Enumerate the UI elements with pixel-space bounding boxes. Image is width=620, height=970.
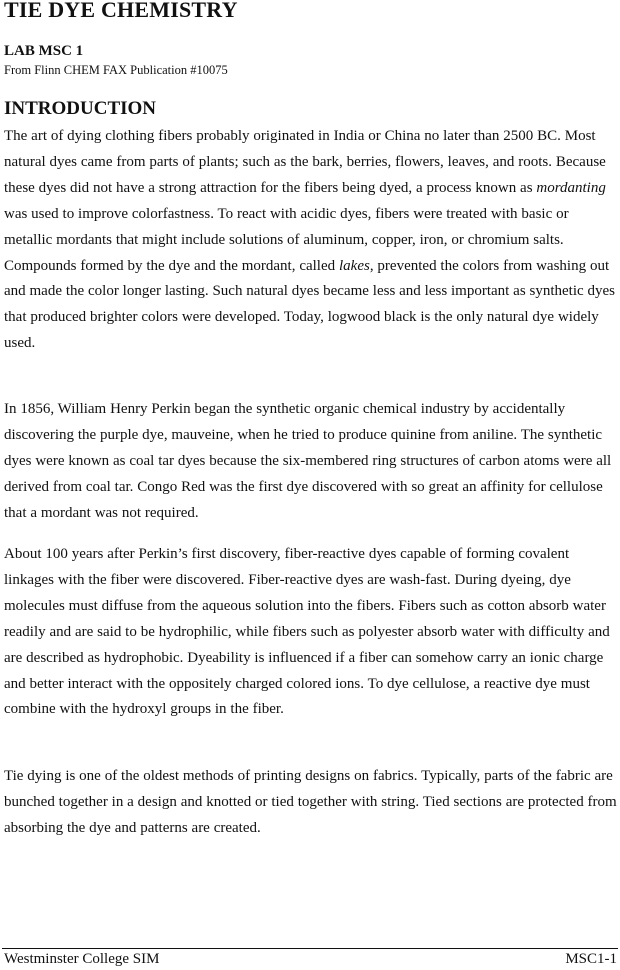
paragraph-natural-dyes bbox=[4, 124, 618, 357]
paragraph-text: was used to improve colorfastness. To react with acidic dyes, fibers were treated with basic or metallic mordants that might include solutions of aluminum, copper, iron, or chromium salts. Compounds formed by the dye and the mordant, called bbox=[4, 205, 569, 274]
term-lakes: lakes bbox=[339, 257, 370, 274]
paragraph-fiber-reactive-dyes: About 100 years after Perkin’s first discovery, fiber-reactive dyes capable of forming covalent linkages with the fiber were discovered. Fiber-reactive dyes are wash-fast. During dyeing, dye molecules must diffuse from the aqueous solution into the fibers. Fibers such as cotton absorb water readily and are said to be hydrophilic, while fibers such as polyester absorb water with difficulty and are described as hydrophobic. Dyeability is influenced if a fiber can somehow carry an ionic charge and better interact with the oppositely charged colored ions. To dye cellulose, a reactive dye must combine with the hydroxyl groups in the fiber. bbox=[4, 546, 610, 718]
footer-divider bbox=[2, 948, 618, 949]
source-citation: From Flinn CHEM FAX Publication #10075 bbox=[4, 63, 228, 77]
section-heading-introduction: INTRODUCTION bbox=[4, 98, 157, 119]
lab-id: LAB MSC 1 bbox=[4, 43, 84, 59]
document-title: TIE DYE CHEMISTRY bbox=[4, 0, 238, 22]
paragraph-synthetic-dyes: In 1856, William Henry Perkin began the synthetic organic chemical industry by accidentally discovering the purple dye, mauveine, when he tried to produce quinine from aniline. The synthetic dyes were known as coal tar dyes because the six-membered ring structures of carbon atoms were all derived from coal tar. Congo Red was the first dye discovered with so great an affinity for cellulose that a mordant was not required. bbox=[4, 401, 612, 521]
term-mordanting: mordanting bbox=[536, 179, 606, 196]
paragraph-text: , prevented the colors from washing out and made the color longer lasting. Such natural dyes became less and less important as synthetic dyes that produced brighter colors were developed. Today, logwood black is the only natural dye widely used. bbox=[4, 257, 616, 352]
footer-page-number: MSC1-1 bbox=[565, 951, 617, 967]
paragraph-tie-dying: Tie dying is one of the oldest methods of printing designs on fabrics. Typically, parts of the fabric are bunched together in a design and knotted or tied together with string. Tied sections are protected from absorbing the dye and patterns are created. bbox=[4, 768, 617, 836]
footer-institution: Westminster College SIM bbox=[4, 951, 160, 967]
paragraph-text: The art of dying clothing fibers probably originated in India or China no later than 2500 BC. Most natural dyes came from parts of plants; such as the bark, berries, flowers, leaves, and roots. Because these dyes did not have a strong attraction for the fibers being dyed, a process known as bbox=[4, 128, 606, 196]
